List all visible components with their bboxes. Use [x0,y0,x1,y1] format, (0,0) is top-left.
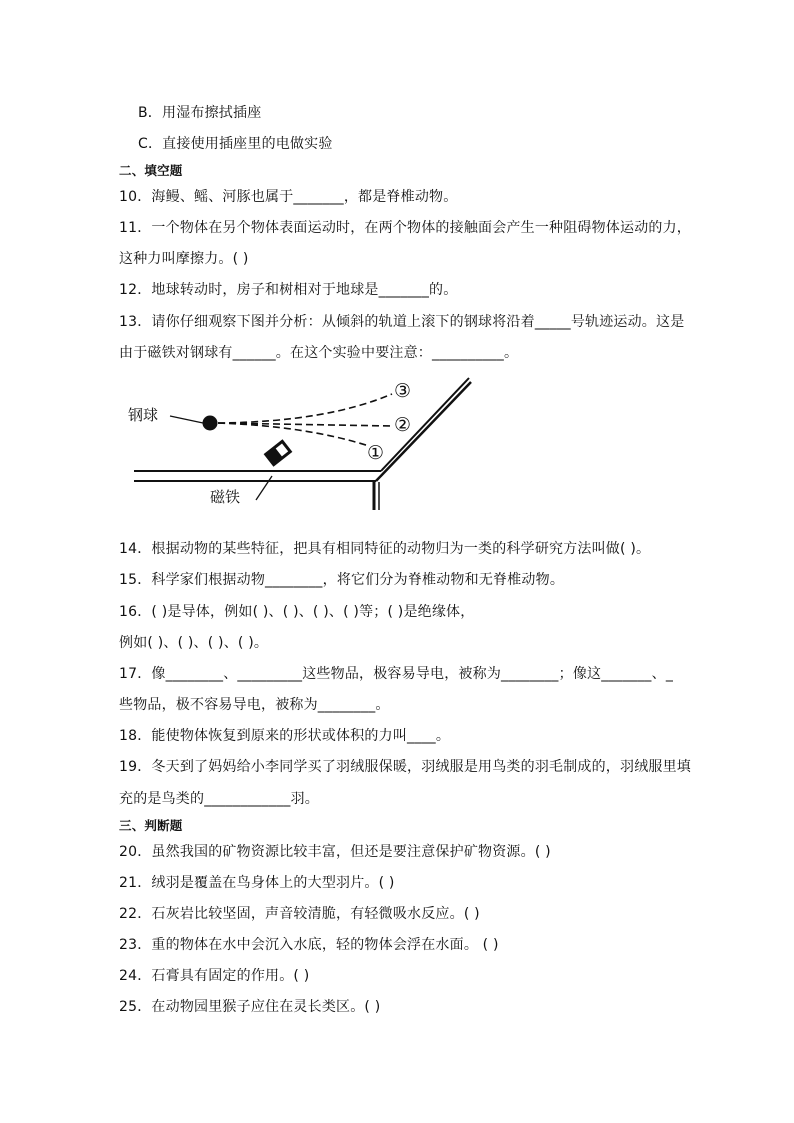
question-13-line-2: 由于磁铁对钢球有______。在这个实验中要注意：__________。 [119,345,519,361]
question-21: 21．绒羽是覆盖在鸟身体上的大型羽片。( ) [119,875,395,891]
question-15: 15．科学家们根据动物________，将它们分为脊椎动物和无脊椎动物。 [119,572,565,588]
track-lower [376,382,471,481]
section-heading-true-false: 三、判断题 [119,818,183,833]
question-11-line-1: 11．一个物体在另个物体表面运动时，在两个物体的接触面会产生一种阻碍物体运动的力， [119,220,692,236]
question-24: 24．石膏具有固定的作用。( ) [119,968,310,984]
magnet [264,439,293,466]
magnet-pointer [256,476,272,500]
question-17-line-2: 些物品，极不容易导电，被称为________。 [119,697,390,713]
trajectory-1 [218,423,369,446]
question-16-line-1: 16．( )是导体，例如( )、( )、( )、( )等；( )是绝缘体， [119,604,475,620]
magnet-label: 磁铁 [210,488,241,506]
magnet-ball-figure [126,374,486,510]
steel-ball [203,416,218,431]
question-19-line-1: 19．冬天到了妈妈给小李同学买了羽绒服保暖，羽绒服是用鸟类的羽毛制成的，羽绒服里填 [119,759,692,775]
question-12: 12．地球转动时，房子和树相对于地球是_______的。 [119,282,458,298]
question-19-line-2: 充的是鸟类的____________羽。 [119,791,319,807]
magnet-ball-diagram [126,374,486,510]
question-16-line-2: 例如( )、( )、( )、( )。 [119,635,269,651]
question-25: 25．在动物园里猴子应住在灵长类区。( ) [119,999,381,1015]
question-11-line-2: 这种力叫摩擦力。( ) [119,251,249,267]
question-22: 22．石灰岩比较坚固，声音较清脆，有轻微吸水反应。( ) [119,906,480,922]
trajectory-3 [218,394,392,423]
ball-pointer [170,416,203,423]
question-17-line-1: 17．像________、_________这些物品，极容易导电，被称为________；像这_______、_ [119,666,674,682]
ball-label: 钢球 [128,406,159,424]
question-14: 14．根据动物的某些特征，把具有相同特征的动物归为一类的科学研究方法叫做( )。 [119,541,651,557]
question-18: 18．能使物体恢复到原来的形状或体积的力叫____。 [119,728,451,744]
section-heading-fill-in: 二、填空题 [119,163,183,178]
option-c: C．直接使用插座里的电做实验 [138,136,333,152]
path-3-label: ③ [394,380,412,402]
path-1-label: ① [367,442,385,464]
option-b: B．用湿布擦拭插座 [138,105,262,121]
question-10: 10．海鳗、鳐、河豚也属于_______，都是脊椎动物。 [119,189,458,205]
question-20: 20．虽然我国的矿物资源比较丰富，但还是要注意保护矿物资源。( ) [119,844,551,860]
question-23: 23．重的物体在水中会沉入水底，轻的物体会浮在水面。 ( ) [119,937,499,953]
path-2-label: ② [394,414,412,436]
question-13-line-1: 13．请你仔细观察下图并分析：从倾斜的轨道上滚下的钢球将沿着_____号轨迹运动。这是 [119,314,685,330]
